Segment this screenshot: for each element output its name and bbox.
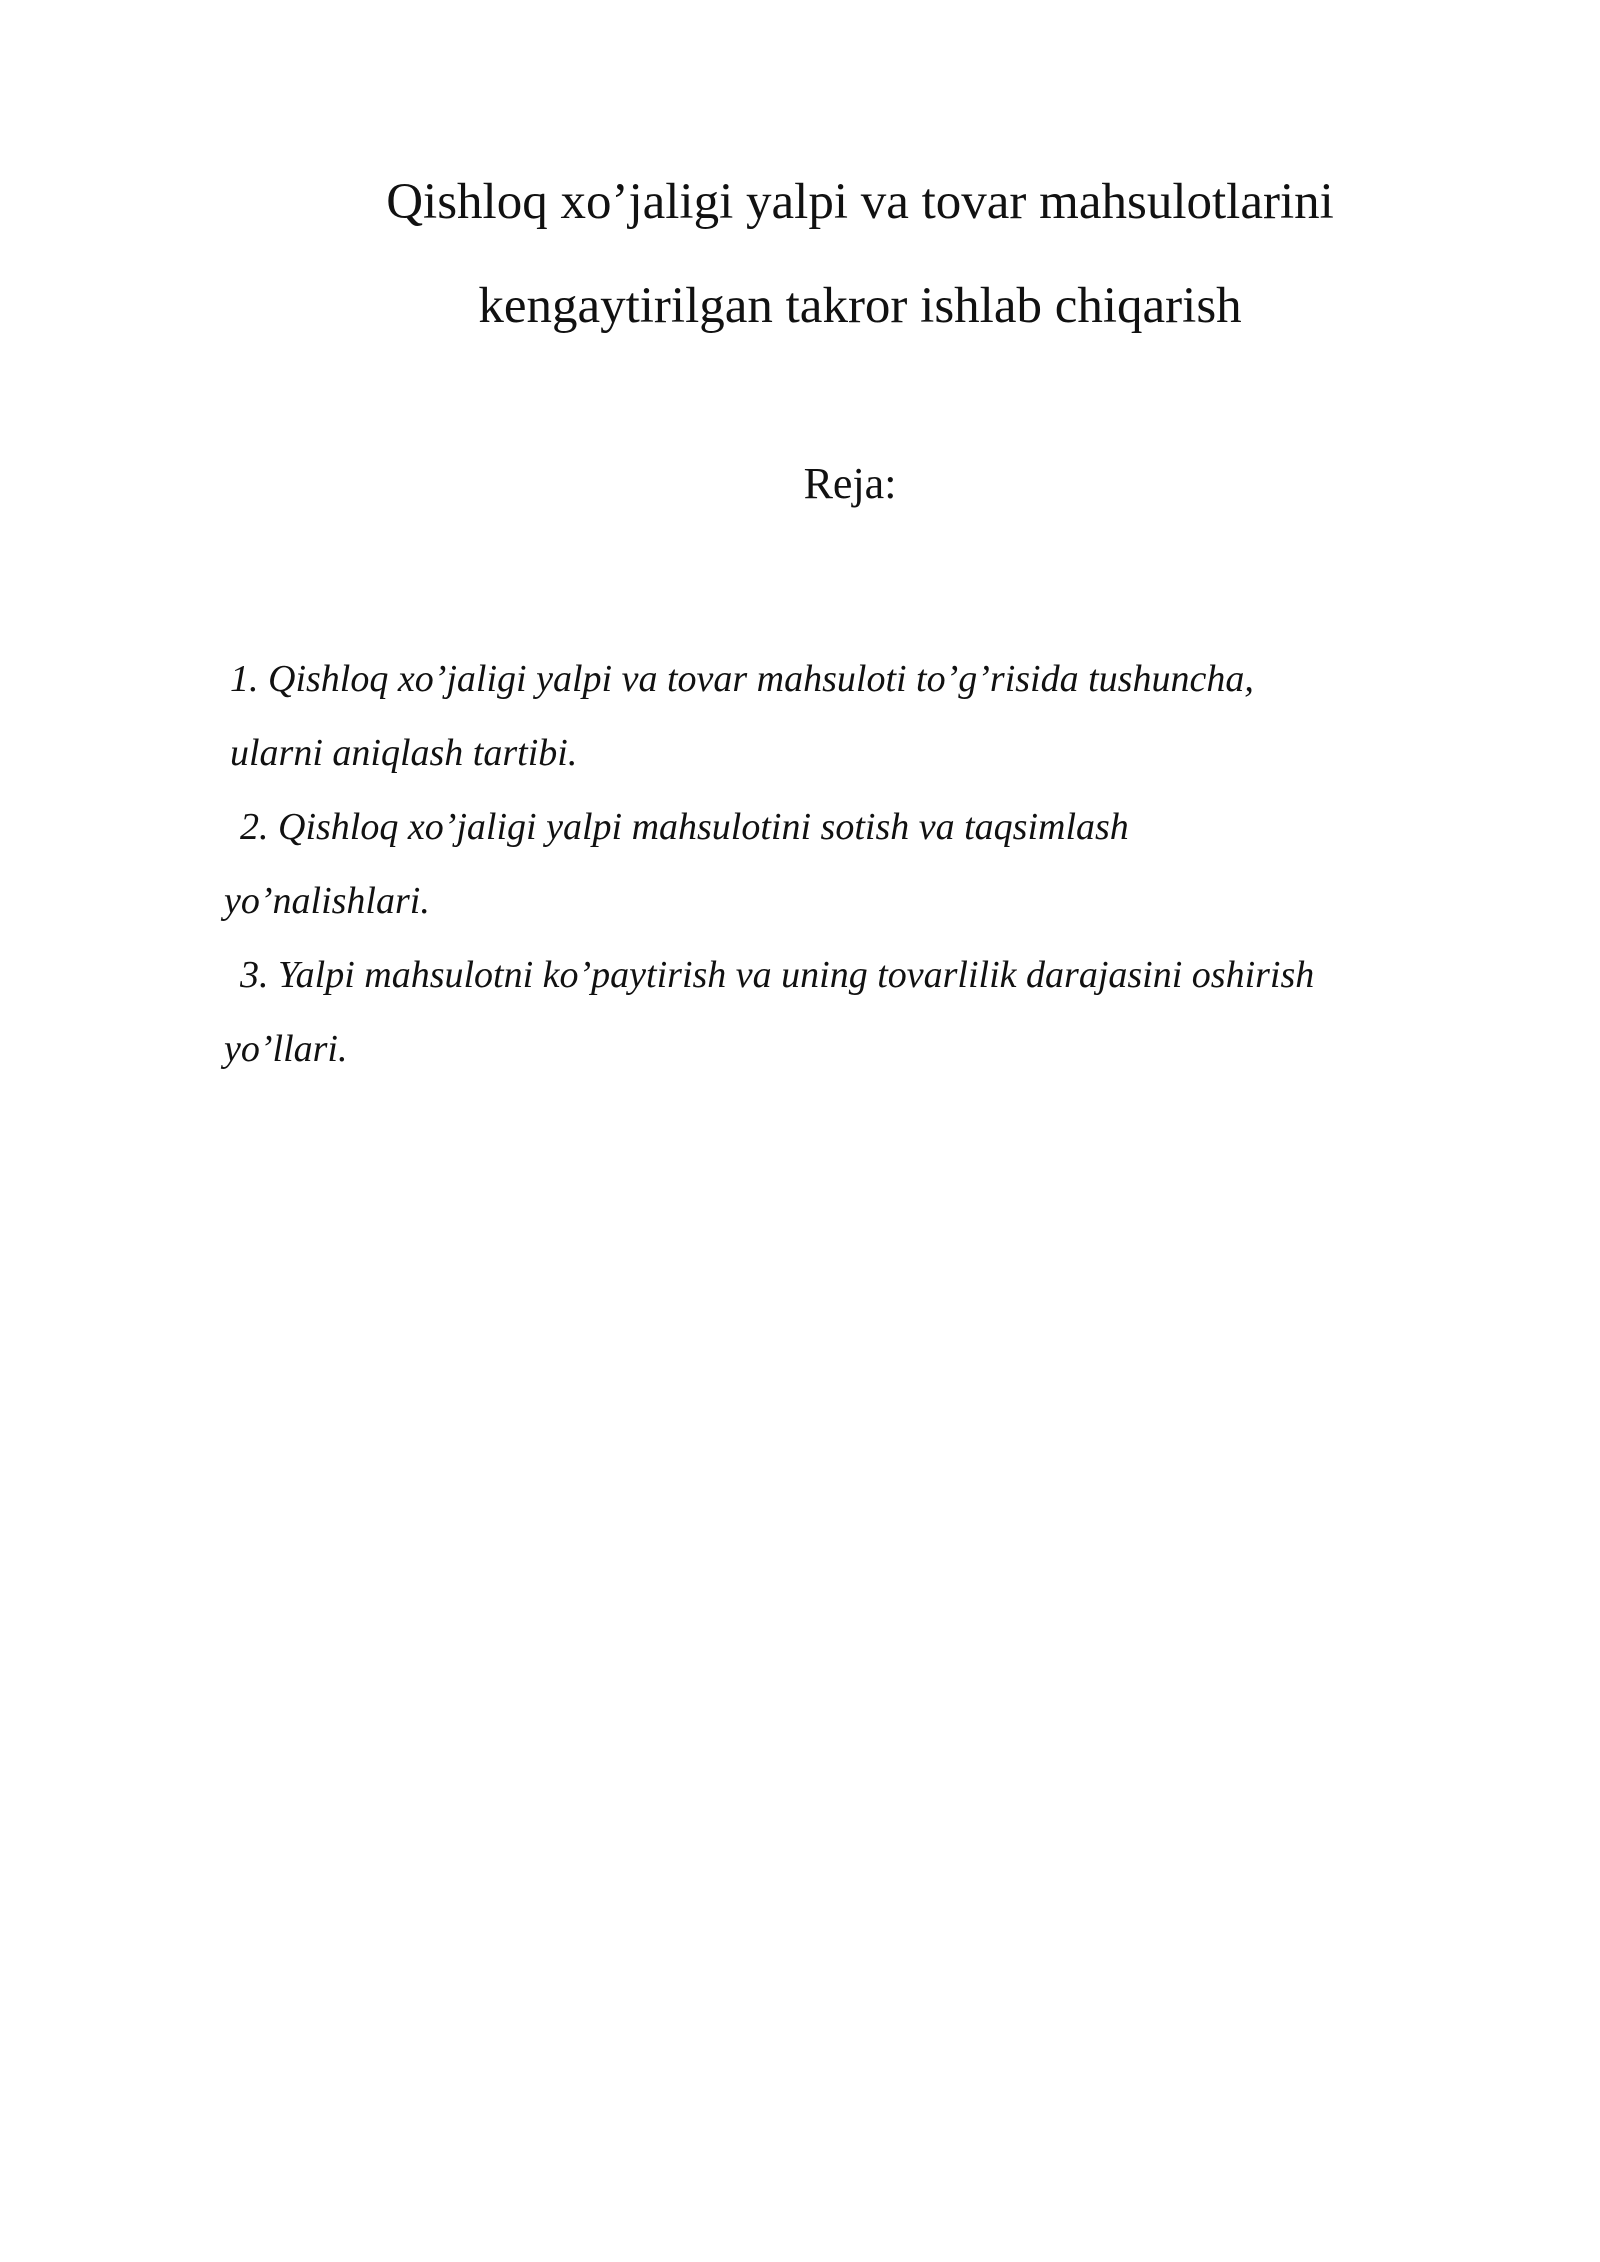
plan-item-2-line-1: 2. Qishloq xo’jaligi yalpi mahsulotini sotish va taqsimlash bbox=[240, 806, 1129, 848]
plan-item-1-line-2: ularni aniqlash tartibi. bbox=[230, 732, 578, 774]
title-line-2: kengaytirilgan takror ishlab chiqarish bbox=[478, 278, 1242, 334]
title-line-1: Qishloq xo’jaligi yalpi va tovar mahsulotlarini bbox=[386, 174, 1334, 230]
plan-item-1-line-1: 1. Qishloq xo’jaligi yalpi va tovar mahsuloti to’g’risida tushuncha, bbox=[230, 658, 1254, 700]
plan-item-2-line-2: yo’nalishlari. bbox=[224, 880, 430, 922]
plan-item-3-line-2: yo’llari. bbox=[224, 1028, 348, 1070]
plan-item-3-line-1: 3. Yalpi mahsulotni ko’paytirish va uning tovarlilik darajasini oshirish bbox=[240, 954, 1315, 996]
plan-list bbox=[224, 642, 1524, 1086]
document-title bbox=[200, 150, 1520, 358]
plan-heading: Reja: bbox=[803, 459, 897, 508]
